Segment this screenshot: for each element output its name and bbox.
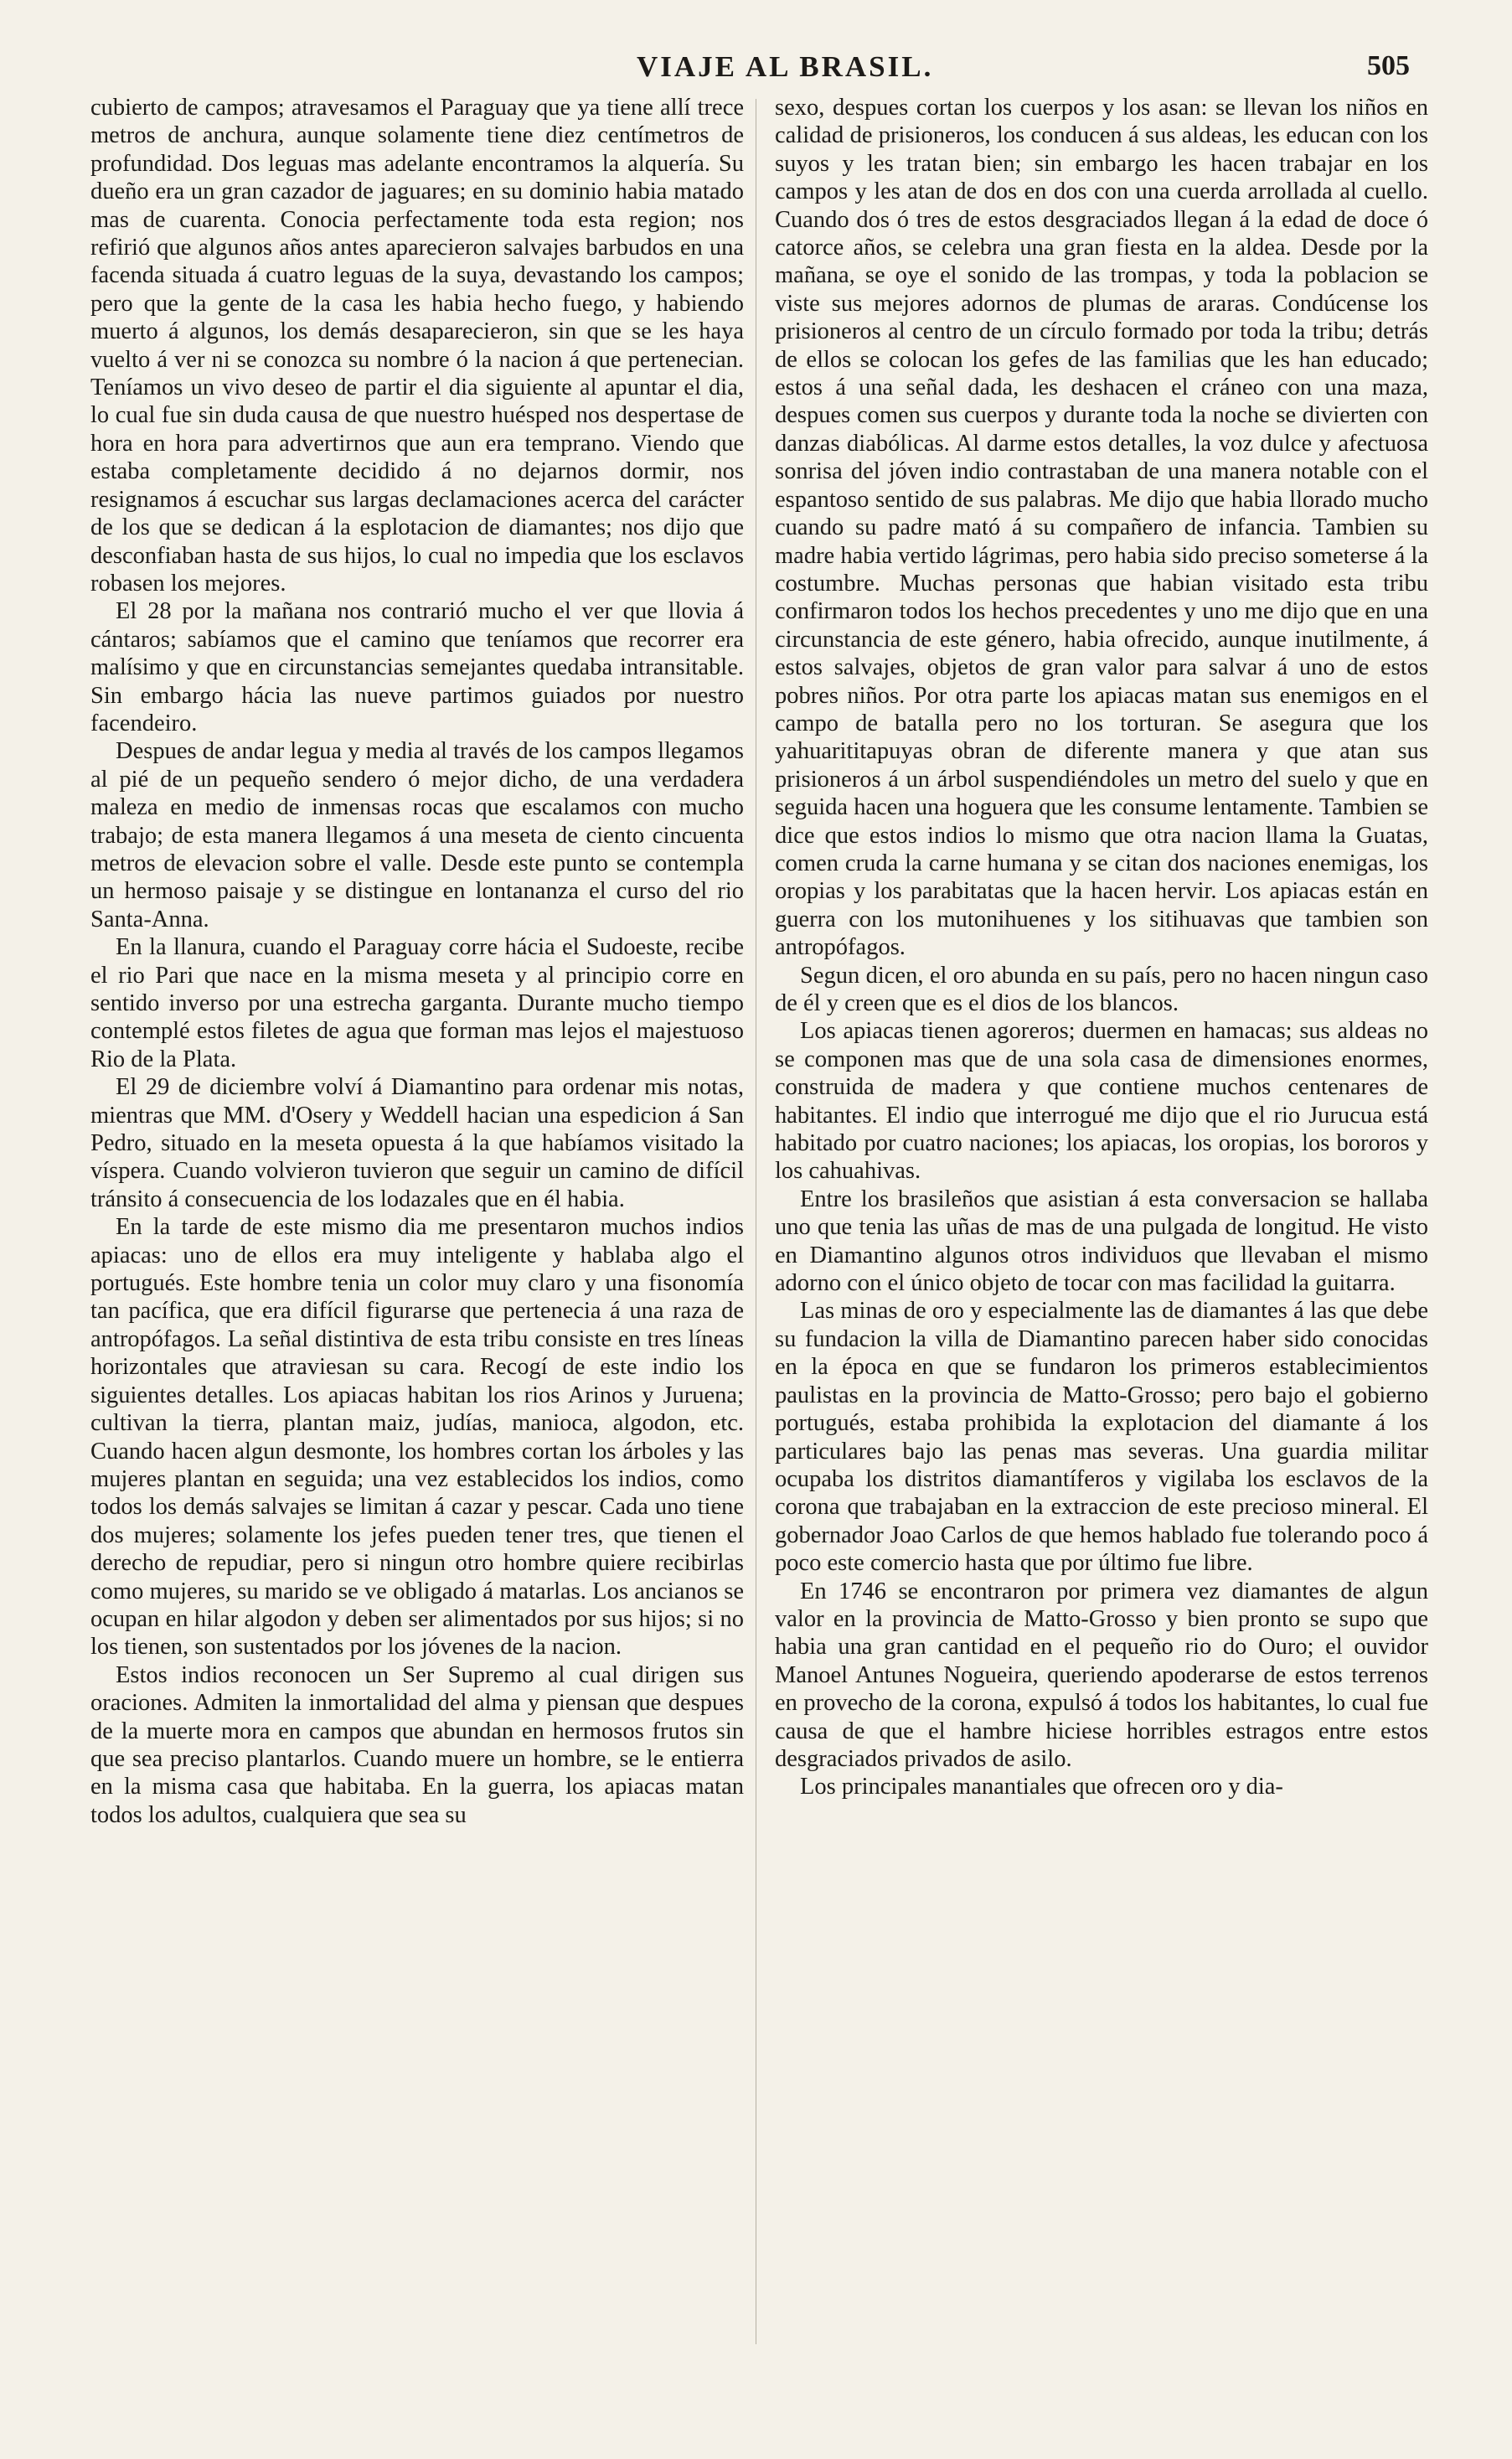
left-column <box>90 94 744 1829</box>
paragraph: Las minas de oro y especialmente las de diamantes á las que debe su fundacion la villa de Diamantino parecen haber sido conocidas en la época en que se fundaron los primeros establecimientos paulistas en la provincia de Matto-Grosso; pero bajo el gobierno portugués, estaba prohibida la explotacion del diamante á los particulares bajo las penas mas severas. Una guardia militar ocupaba los distritos diamantíferos y vigilaba los esclavos de la corona que trabajaban en la extraccion de este precioso mineral. El gobernador Joao Carlos de que hemos hablado fue tolerando poco á poco este comercio hasta que por último fue libre. <box>775 1298 1428 1577</box>
paragraph: Segun dicen, el oro abunda en su país, pero no hacen ningun caso de él y creen que es el dios de los blancos. <box>775 962 1428 1016</box>
paragraph: Estos indios reconocen un Ser Supremo al cual dirigen sus oraciones. Admiten la inmortalidad del alma y piensan que despues de la muerte mora en campos que abundan en hermosos frutos sin que sea preciso plantarlos. Cuando muere un hombre, se le entierra en la misma casa que habitaba. En la guerra, los apiacas matan todos los adultos, cualquiera que sea su <box>90 1661 744 1828</box>
paragraph: Despues de andar legua y media al través de los campos llegamos al pié de un pequeño sendero ó mejor dicho, de una verdadera maleza en medio de inmensas rocas que escalamos con mucho trabajo; de esta manera llegamos á una meseta de ciento cincuenta metros de elevacion sobre el valle. Desde este punto se contempla un hermoso paisaje y se distingue en lontananza el curso del rio Santa-Anna. <box>90 738 744 932</box>
paragraph: Los apiacas tienen agoreros; duermen en hamacas; sus aldeas no se componen mas que de una sola casa de dimensiones enormes, construida de madera y que contiene muchos centenares de habitantes. El indio que interrogué me dijo que el rio Jurucua está habitado por cuatro naciones; los apiacas, los oropias, los bororos y los cahuahivas. <box>775 1018 1428 1185</box>
paragraph: Entre los brasileños que asistian á esta conversacion se hallaba uno que tenia las uñas de mas de una pulgada de longitud. He visto en Diamantino algunos otros individuos que llevaban el mismo adorno con el único objeto de tocar con mas facilidad la guitarra. <box>775 1186 1428 1297</box>
paragraph: En la tarde de este mismo dia me presentaron muchos indios apiacas: uno de ellos era muy inteligente y hablaba algo el portugués. Este hombre tenia un color muy claro y una fisonomía tan pacífica, que era difícil figurarse que pertenecia á una raza de antropófagos. La señal distintiva de esta tribu consiste en tres líneas horizontales que atraviesan su cara. Recogí de este indio los siguientes detalles. Los apiacas habitan los rios Arinos y Juruena; cultivan la tierra, plantan maiz, judías, manioca, algodon, etc. Cuando hacen algun desmonte, los hombres cortan los árboles y las mujeres plantan en seguida; una vez establecidos los indios, como todos los demás salvajes se limitan á cazar y pescar. Cada uno tiene dos mujeres; solamente los jefes pueden tener tres, que tienen el derecho de repudiar, pero si ningun otro hombre quiere recibirlas como mujeres, su marido se ve obligado á matarlas. Los ancianos se ocupan en hilar algodon y deben ser alimentados por sus hijos; si no los tienen, son sustentados por los jóvenes de la nacion. <box>90 1214 744 1661</box>
paragraph: sexo, despues cortan los cuerpos y los asan: se llevan los niños en calidad de prisioneros, los conducen á sus aldeas, les educan con los suyos y les tratan bien; sin embargo les hacen trabajar en los campos y les atan de dos en dos con una cuerda arrollada al cuello. Cuando dos ó tres de estos desgraciados llegan á la edad de doce ó catorce años, se celebra una gran fiesta en la aldea. Desde por la mañana, se oye el sonido de las trompas, y toda la poblacion se viste sus mejores adornos de plumas de araras. Condúcense los prisioneros al centro de un círculo formado por toda la tribu; detrás de ellos se colocan los gefes de las familias que les han educado; estos á una señal dada, les deshacen el cráneo con una maza, despues comen sus cuerpos y durante toda la noche se divierten con danzas diabólicas. Al darme estos detalles, la voz dulce y afectuosa sonrisa del jóven indio contrastaban de una manera notable con el espantoso sentido de sus palabras. Me dijo que habia llorado mucho cuando su padre mató á su compañero de infancia. Tambien su madre habia vertido lágrimas, pero habia sido preciso someterse á la costumbre. Muchas personas que habian visitado esta tribu confirmaron todos los hechos precedentes y uno me dijo que en una circunstancia de este género, habia ofrecido, aunque inutilmente, á estos salvajes, objetos de gran valor para salvar á uno de estos pobres niños. Por otra parte los apiacas matan sus enemigos en el campo de batalla pero no los torturan. Se asegura que los yahuarititapuyas obran de diferente manera y que atan sus prisioneros á un árbol suspendiéndoles un metro del suelo y que en seguida hacen una hoguera que les consume lentamente. Tambien se dice que estos indios lo mismo que otra nacion llama la Guatas, comen cruda la carne humana y se citan dos naciones enemigas, los oropias y los parabitatas que la hacen hervir. Los apiacas están en guerra con los mutonihuenes y los sitihuavas que tambien son antropófagos. <box>775 95 1428 961</box>
running-title: VIAJE AL BRASIL. <box>637 50 934 83</box>
paragraph: En la llanura, cuando el Paraguay corre hácia el Sudoeste, recibe el rio Pari que nace en la misma meseta y al principio corre en sentido inverso por una estrecha garganta. Durante mucho tiempo contemplé estos filetes de agua que forman mas lejos el majestuoso Rio de la Plata. <box>90 934 744 1072</box>
page-number: 505 <box>1367 50 1410 81</box>
right-column <box>775 94 1428 1801</box>
paragraph: cubierto de campos; atravesamos el Paraguay que ya tiene allí trece metros de anchura, aunque solamente tiene diez centímetros de profundidad. Dos leguas mas adelante encontramos la alquería. Su dueño era un gran cazador de jaguares; en su dominio habia matado mas de cuarenta. Conocia perfectamente toda esta region; nos refirió que algunos años antes aparecieron salvajes barbudos en una facenda situada á cuatro leguas de la suya, devastando los campos; pero que la gente de la casa les habia hecho fuego, y habiendo muerto á algunos, los demás desaparecieron, sin que se les haya vuelto á ver ni se conozca su nombre ó la nacion á que pertenecian. Teníamos un vivo deseo de partir el dia siguiente al apuntar el dia, lo cual fue sin duda causa de que nuestro huésped nos despertase de hora en hora para advertirnos que aun era temprano. Viendo que estaba completamente decidido á no dejarnos dormir, nos resignamos á escuchar sus largas declamaciones acerca del carácter de los que se dedican á la esplotacion de diamantes; nos dijo que desconfiaban hasta de sus hijos, lo cual no impedia que los esclavos robasen los mejores. <box>90 95 744 597</box>
paragraph: En 1746 se encontraron por primera vez diamantes de algun valor en la provincia de Matto-Grosso y bien pronto se supo que habia una gran cantidad en el pequeño rio do Ouro; el ouvidor Manoel Antunes Nogueira, queriendo apoderarse de estos terrenos en provecho de la corona, expulsó á todos los habitantes, lo cual fue causa de que el hambre hiciese horribles estragos entre estos desgraciados privados de asilo. <box>775 1578 1428 1772</box>
running-head <box>0 50 1512 84</box>
paragraph: El 29 de diciembre volví á Diamantino para ordenar mis notas, mientras que MM. d'Osery y Weddell hacian una espedicion á San Pedro, situado en la meseta opuesta á la que habíamos visitado la víspera. Cuando volvieron tuvieron que seguir un camino de difícil tránsito á consecuencia de los lodazales que en él habia. <box>90 1074 744 1212</box>
paragraph: Los principales manantiales que ofrecen oro y dia- <box>800 1774 1283 1800</box>
paragraph: El 28 por la mañana nos contrarió mucho el ver que llovia á cántaros; sabíamos que el camino que teníamos que recorrer era malísimo y que en circunstancias semejantes quedaba intransitable. Sin embargo hácia las nueve partimos guiados por nuestro facendeiro. <box>90 598 744 736</box>
